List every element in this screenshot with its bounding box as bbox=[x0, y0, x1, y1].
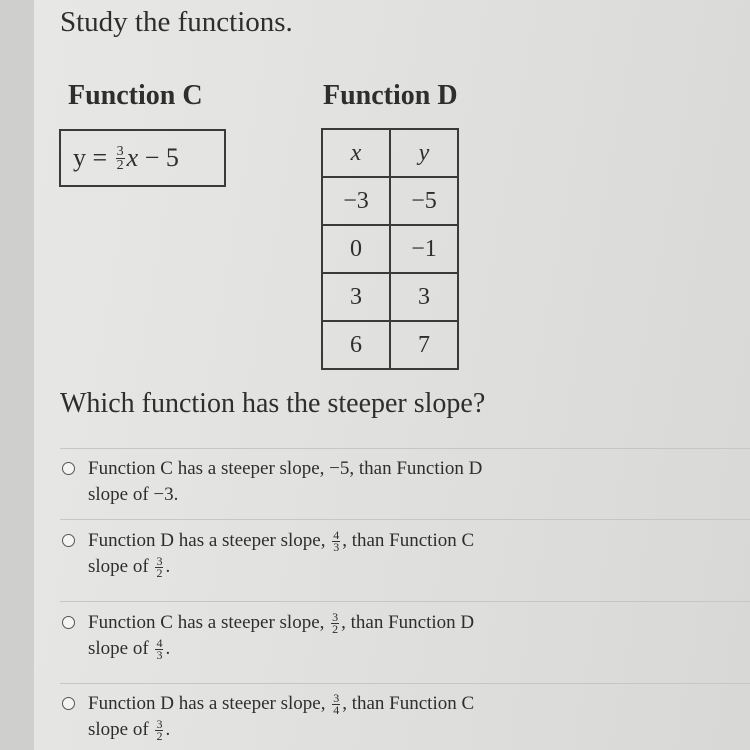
option-divider bbox=[60, 519, 750, 520]
option-4-fraction-b bbox=[155, 719, 163, 742]
option-divider bbox=[60, 683, 750, 684]
option-2-pre: Function D has a steeper slope, bbox=[88, 530, 326, 551]
option-3-pre: Function C has a steeper slope, bbox=[88, 612, 325, 633]
fraction-denominator: 2 bbox=[156, 729, 163, 744]
option-2-end: . bbox=[165, 556, 171, 577]
fraction-numerator: 3 bbox=[156, 554, 163, 569]
option-2-text bbox=[88, 528, 722, 580]
equation-constant: − 5 bbox=[144, 143, 179, 172]
function-c-heading: Function C bbox=[68, 80, 203, 111]
table-row bbox=[322, 321, 458, 369]
question-text: Which function has the steeper slope? bbox=[60, 388, 486, 419]
column-header-x: x bbox=[322, 129, 390, 177]
table-cell: −5 bbox=[390, 177, 458, 225]
answer-option-3[interactable] bbox=[62, 610, 722, 662]
equation-lhs: y = bbox=[73, 143, 108, 172]
prompt-text: Study the functions. bbox=[60, 6, 293, 38]
fraction-denominator: 2 bbox=[116, 157, 124, 173]
option-2-fraction-a bbox=[332, 530, 340, 553]
fraction-numerator: 3 bbox=[156, 717, 163, 732]
function-c-equation-box bbox=[59, 129, 226, 187]
option-2-fraction-b bbox=[155, 556, 163, 579]
table-header-row bbox=[322, 129, 458, 177]
fraction-numerator: 4 bbox=[156, 636, 163, 651]
option-3-end: . bbox=[165, 638, 171, 659]
radio-button-1[interactable] bbox=[62, 462, 75, 475]
table-cell: 3 bbox=[390, 273, 458, 321]
radio-button-2[interactable] bbox=[62, 534, 75, 547]
function-d-heading: Function D bbox=[323, 80, 458, 111]
table-cell: −3 bbox=[322, 177, 390, 225]
table-cell: 3 bbox=[322, 273, 390, 321]
function-d-table bbox=[321, 128, 459, 370]
left-edge-shadow bbox=[0, 0, 34, 750]
option-4-fraction-a bbox=[332, 693, 340, 716]
option-4-pre: Function D has a steeper slope, bbox=[88, 693, 326, 714]
option-3-text bbox=[88, 610, 722, 662]
answer-option-4[interactable] bbox=[62, 691, 722, 743]
option-3-mid: , than Function D bbox=[341, 612, 475, 633]
table-cell: 7 bbox=[390, 321, 458, 369]
option-4-end: . bbox=[165, 719, 171, 740]
option-1-text bbox=[88, 456, 722, 508]
option-2-mid: , than Function C bbox=[342, 530, 475, 551]
table-row bbox=[322, 273, 458, 321]
equation-variable: x bbox=[126, 143, 139, 172]
fraction-denominator: 3 bbox=[333, 540, 340, 555]
option-4-line-2: slope of bbox=[88, 719, 149, 740]
fraction-denominator: 2 bbox=[332, 622, 339, 637]
option-1-line-2: slope of −3. bbox=[88, 484, 179, 505]
option-1-line-1: Function C has a steeper slope, −5, than Function D bbox=[88, 458, 483, 479]
fraction-denominator: 3 bbox=[156, 648, 163, 663]
option-4-text bbox=[88, 691, 722, 743]
column-header-y: y bbox=[390, 129, 458, 177]
table-cell: 0 bbox=[322, 225, 390, 273]
fraction-numerator: 3 bbox=[116, 143, 124, 159]
fraction-numerator: 4 bbox=[333, 528, 340, 543]
radio-button-3[interactable] bbox=[62, 616, 75, 629]
option-4-mid: , than Function C bbox=[342, 693, 475, 714]
table-cell: −1 bbox=[390, 225, 458, 273]
equation-fraction bbox=[116, 145, 125, 172]
radio-button-4[interactable] bbox=[62, 697, 75, 710]
table-cell: 6 bbox=[322, 321, 390, 369]
option-3-fraction-a bbox=[331, 612, 339, 635]
option-2-line-2: slope of bbox=[88, 556, 149, 577]
option-3-fraction-b bbox=[155, 638, 163, 661]
fraction-numerator: 3 bbox=[333, 691, 340, 706]
answer-option-1[interactable] bbox=[62, 456, 722, 508]
fraction-denominator: 2 bbox=[156, 566, 163, 581]
answer-option-2[interactable] bbox=[62, 528, 722, 580]
table-row bbox=[322, 177, 458, 225]
fraction-denominator: 4 bbox=[333, 703, 340, 718]
option-3-line-2: slope of bbox=[88, 638, 149, 659]
table-row bbox=[322, 225, 458, 273]
fraction-numerator: 3 bbox=[332, 610, 339, 625]
option-divider bbox=[60, 601, 750, 602]
option-divider bbox=[60, 448, 750, 449]
